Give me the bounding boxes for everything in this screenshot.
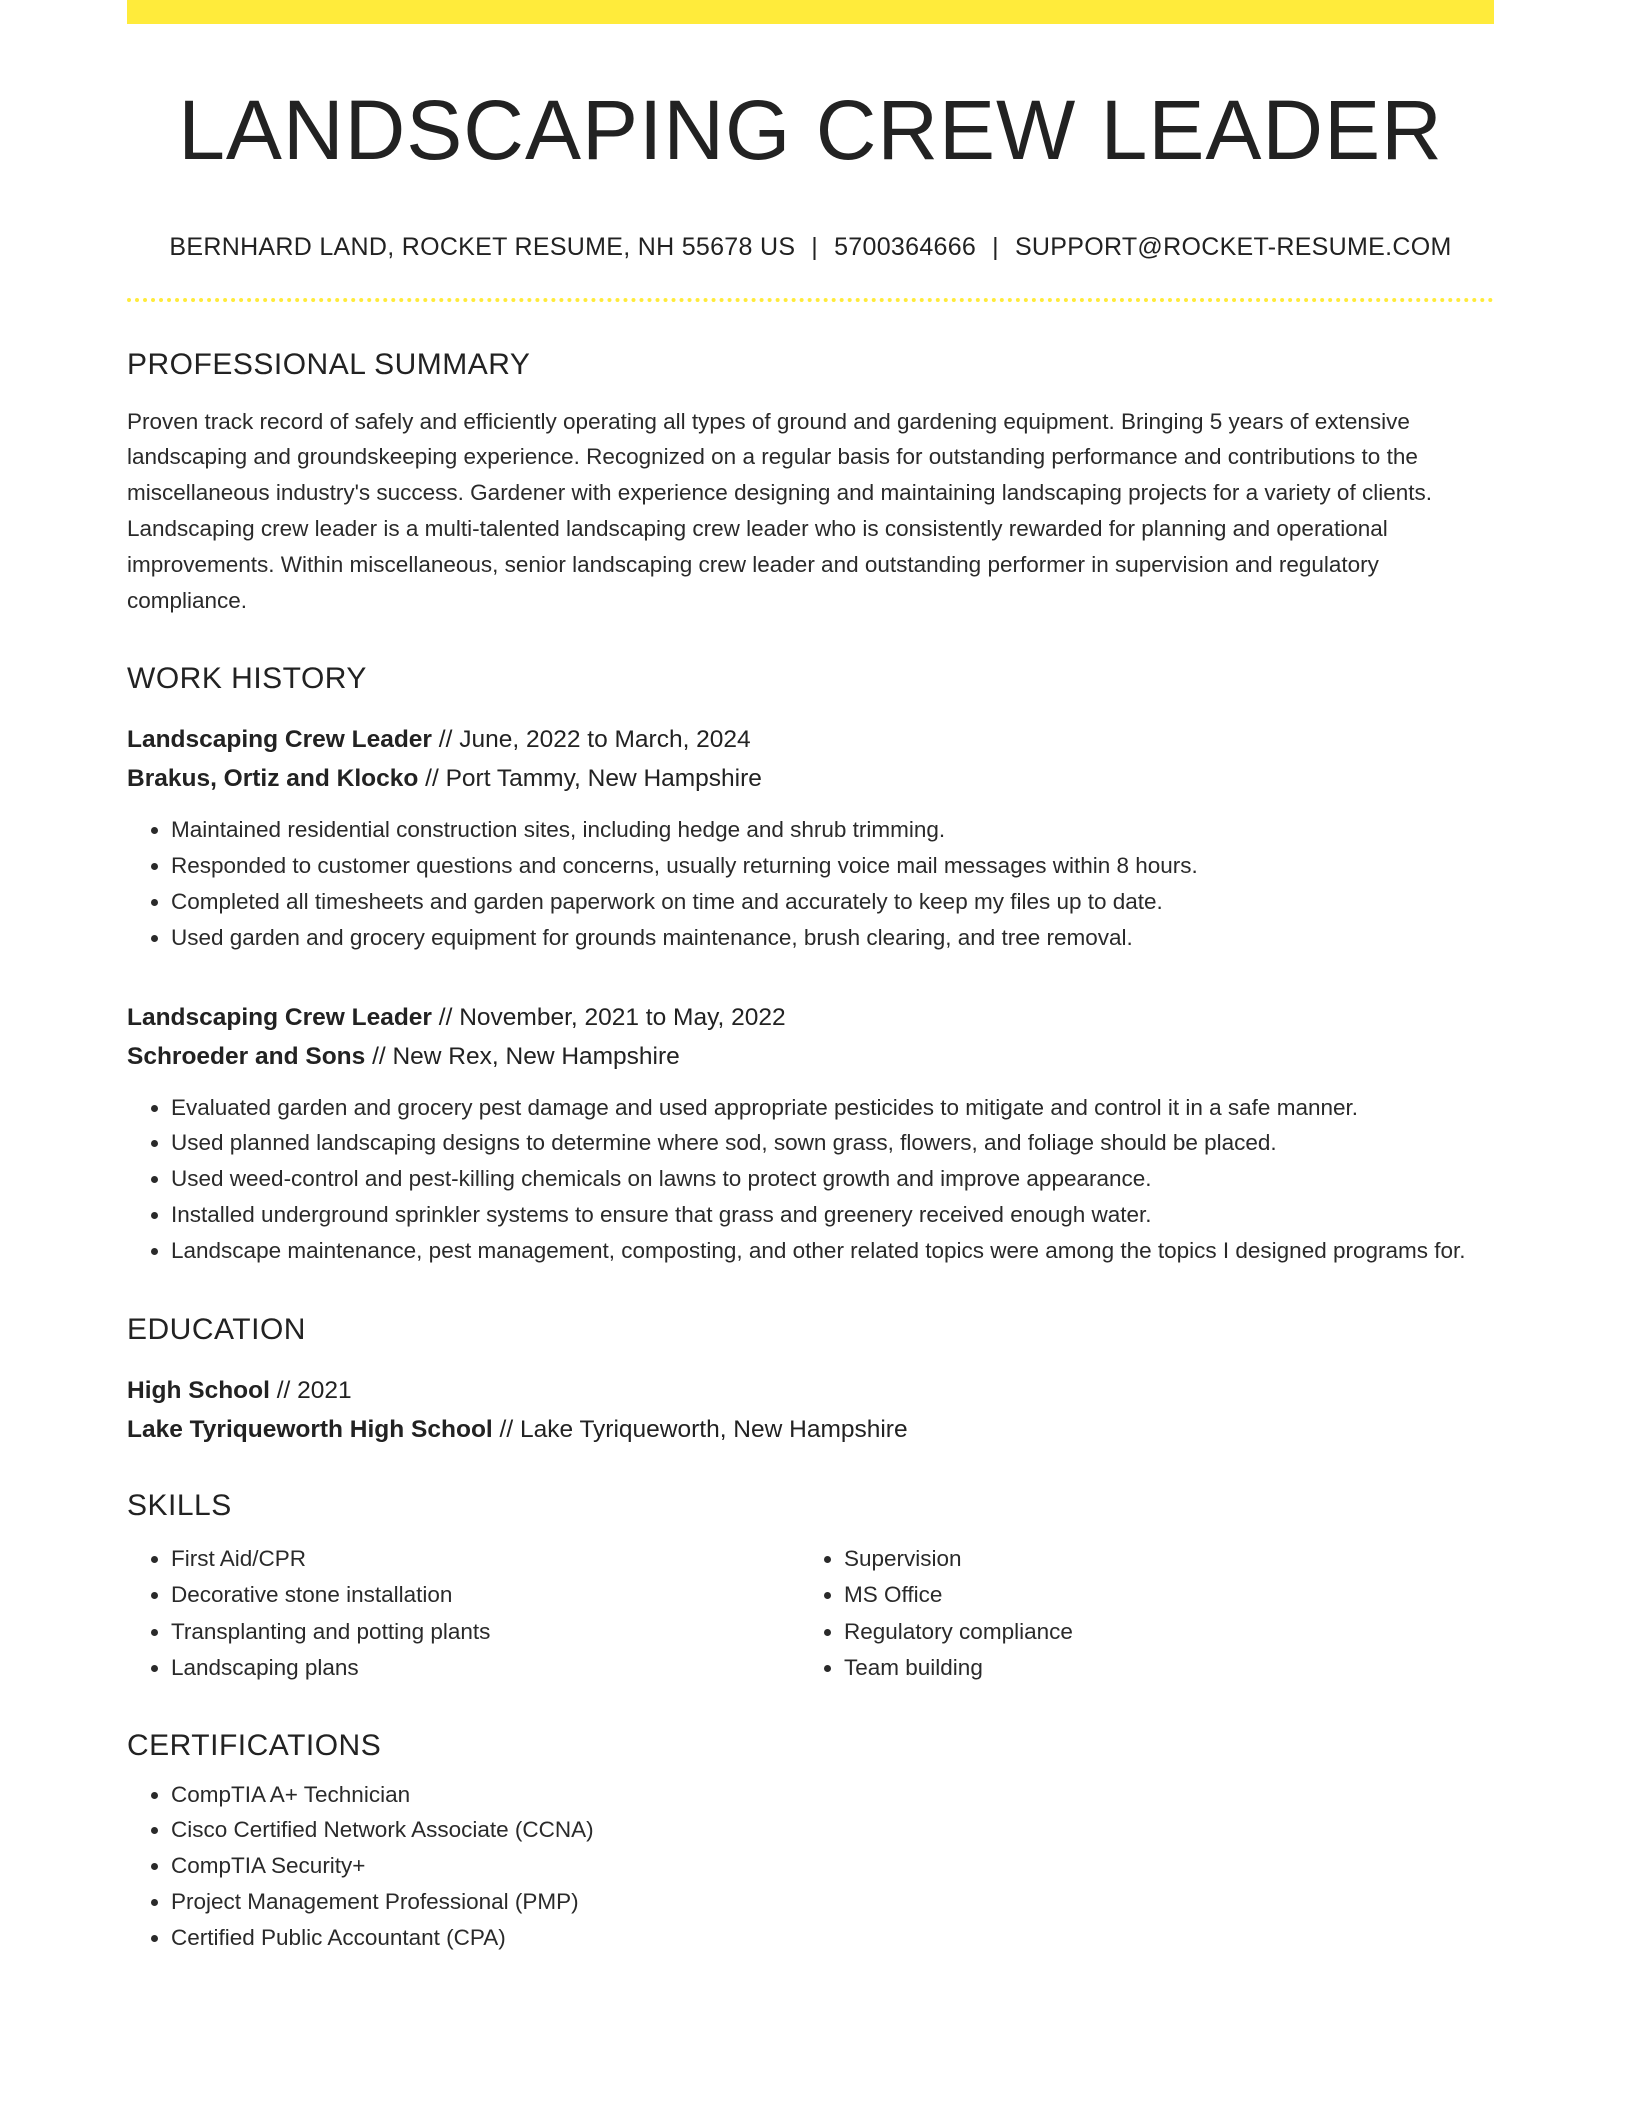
list-item: • Landscape maintenance, pest management, composting, and other related topics were among the topics I designed programs for. bbox=[171, 1233, 1494, 1269]
contact-separator: | bbox=[992, 232, 999, 261]
education-year: // 2021 bbox=[269, 1376, 352, 1404]
list-item: • CompTIA A+ Technician bbox=[171, 1777, 1494, 1813]
job-bullets bbox=[127, 1090, 1494, 1269]
skills-list-left bbox=[127, 1541, 800, 1687]
job-role-line bbox=[127, 998, 1494, 1037]
education-school-line bbox=[127, 1410, 1494, 1449]
list-item: • Maintained residential construction sites, including hedge and shrub trimming. bbox=[171, 812, 1494, 848]
education-school: Lake Tyriqueworth High School bbox=[127, 1415, 493, 1443]
contact-email: SUPPORT@ROCKET-RESUME.COM bbox=[1014, 232, 1452, 261]
job-company-line bbox=[127, 759, 1494, 798]
job-role: Landscaping Crew Leader bbox=[127, 1003, 432, 1031]
list-item: • Used planned landscaping designs to determine where sod, sown grass, flowers, and foliage should be placed. bbox=[171, 1125, 1494, 1161]
education-degree-line bbox=[127, 1371, 1494, 1410]
list-item: • Completed all timesheets and garden paperwork on time and accurately to keep my files up to date. bbox=[171, 884, 1494, 920]
skills-list-right bbox=[800, 1541, 1473, 1687]
job-company-line bbox=[127, 1037, 1494, 1076]
job-entry bbox=[127, 998, 1494, 1269]
education-entry bbox=[127, 1371, 1494, 1449]
dotted-divider bbox=[127, 298, 1494, 302]
list-item: • Evaluated garden and grocery pest damage and used appropriate pesticides to mitigate and control it in a safe manner. bbox=[171, 1090, 1494, 1126]
job-bullets bbox=[127, 812, 1494, 955]
contact-line bbox=[127, 233, 1494, 262]
list-item: • Certified Public Accountant (CPA) bbox=[171, 1920, 1494, 1956]
education-location: // Lake Tyriqueworth, New Hampshire bbox=[492, 1415, 908, 1443]
job-entry bbox=[127, 720, 1494, 955]
contact-phone: 5700364666 bbox=[834, 232, 977, 261]
job-dates: // November, 2021 to May, 2022 bbox=[431, 1003, 786, 1031]
list-item: • Cisco Certified Network Associate (CCNA) bbox=[171, 1812, 1494, 1848]
resume-title: LANDSCAPING CREW LEADER bbox=[178, 83, 1443, 177]
list-item: • Decorative stone installation bbox=[171, 1577, 800, 1614]
summary-text: Proven track record of safely and efficiently operating all types of ground and gardening equipment. Bringing 5 years of extensive landscaping and groundskeeping experience. Recognized on a regular basis for outstanding performance and contributions to the miscellaneous industry's success. Gardener with experience designing and maintaining landscaping projects for a variety of clients. Landscaping crew leader is a multi-talented landscaping crew leader who is consistently rewarded for planning and operational improvements. Within miscellaneous, senior landscaping crew leader and outstanding performer in supervision and regulatory compliance. bbox=[127, 408, 1432, 613]
list-item: • Landscaping plans bbox=[171, 1650, 800, 1687]
work-history-heading: WORK HISTORY bbox=[127, 662, 367, 696]
skills-heading: SKILLS bbox=[127, 1488, 232, 1522]
list-item: • MS Office bbox=[844, 1577, 1473, 1614]
education-degree: High School bbox=[127, 1376, 270, 1404]
list-item: • Used garden and grocery equipment for grounds maintenance, brush clearing, and tree removal. bbox=[171, 920, 1494, 956]
list-item: • Used weed-control and pest-killing chemicals on lawns to protect growth and improve appearance. bbox=[171, 1161, 1494, 1197]
summary-heading: PROFESSIONAL SUMMARY bbox=[127, 347, 531, 381]
list-item: • CompTIA Security+ bbox=[171, 1848, 1494, 1884]
contact-separator: | bbox=[811, 232, 819, 261]
skills-grid bbox=[127, 1541, 1494, 1687]
job-location: // Port Tammy, New Hampshire bbox=[418, 765, 762, 793]
contact-address: BERNHARD LAND, ROCKET RESUME, NH 55678 US bbox=[169, 232, 796, 261]
job-company: Schroeder and Sons bbox=[127, 1042, 366, 1070]
list-item: • First Aid/CPR bbox=[171, 1541, 800, 1578]
certifications-list bbox=[127, 1777, 1494, 1956]
list-item: • Team building bbox=[844, 1650, 1473, 1687]
job-location: // New Rex, New Hampshire bbox=[365, 1042, 680, 1070]
job-dates: // June, 2022 to March, 2024 bbox=[431, 726, 751, 754]
job-role: Landscaping Crew Leader bbox=[127, 726, 432, 754]
list-item: • Project Management Professional (PMP) bbox=[171, 1884, 1494, 1920]
top-accent-bar bbox=[127, 0, 1494, 24]
job-role-line bbox=[127, 720, 1494, 759]
list-item: • Supervision bbox=[844, 1541, 1473, 1578]
list-item: • Transplanting and potting plants bbox=[171, 1614, 800, 1651]
resume-page bbox=[127, 0, 1494, 1956]
job-company: Brakus, Ortiz and Klocko bbox=[127, 765, 419, 793]
list-item: • Regulatory compliance bbox=[844, 1614, 1473, 1651]
list-item: • Responded to customer questions and concerns, usually returning voice mail messages within 8 hours. bbox=[171, 848, 1494, 884]
list-item: • Installed underground sprinkler systems to ensure that grass and greenery received enough water. bbox=[171, 1197, 1494, 1233]
certifications-heading: CERTIFICATIONS bbox=[127, 1728, 382, 1762]
education-heading: EDUCATION bbox=[127, 1312, 306, 1346]
